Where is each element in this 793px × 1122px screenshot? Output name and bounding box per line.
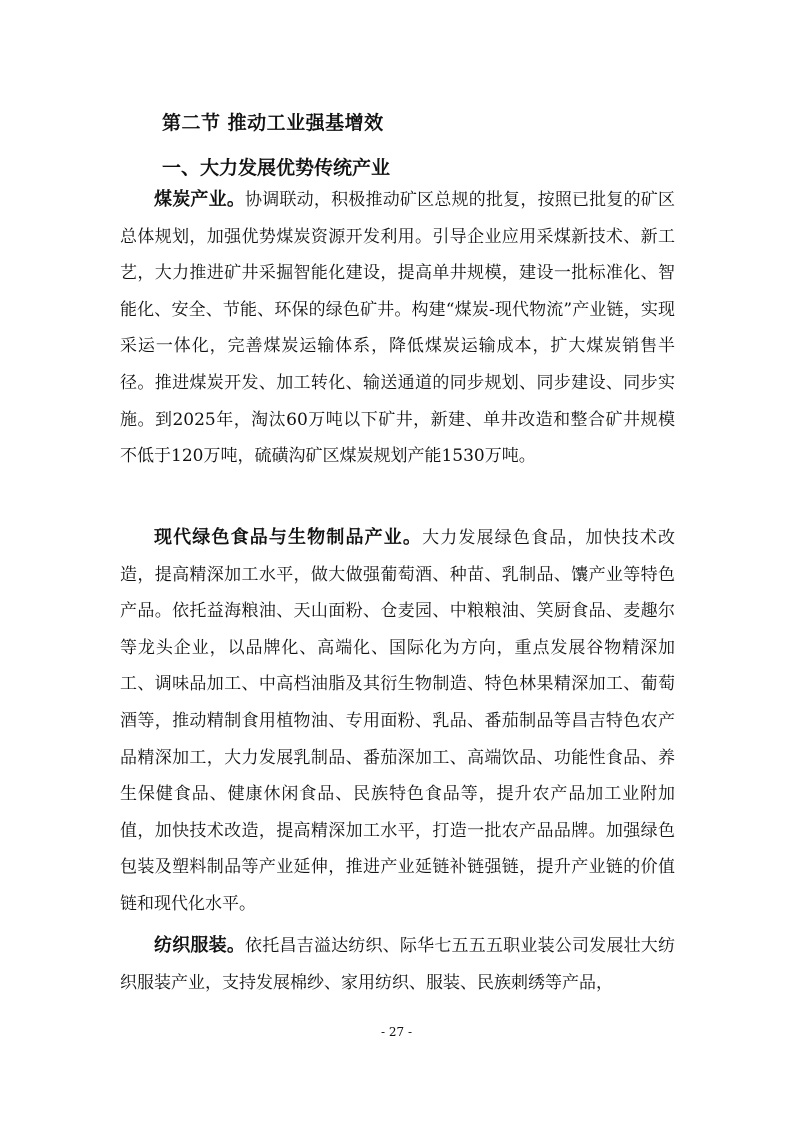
paragraph-text: 大力发展绿色食品，加快技术改造，提高精深加工水平，做大做强葡萄酒、种苗、乳制品、馕产业等特色产品。依托益海粮油、天山面粉、仓麦园、中粮粮油、笑厨食品、麦趣尔等龙头企业，以品牌化、高端化、国际化为方向，重点发展谷物精深加工、调味品加工、中高档油脂及其衍生物制造、特色林果精深加工、葡萄酒等，推动精制食用植物油、专用面粉、乳品、番茄制品等昌吉特色农产品精深加工，大力发展乳制品、番茄深加工、高端饮品、功能性食品、养生保健食品、健康休闲食品、民族特色食品等，提升农产品加工业附加值，加快技术改造，提高精深加工水平，打造一批农产品品牌。加强绿色包装及塑料制品等产业延伸，推进产业延链补链强链，提升产业链的价值链和现代化水平。: [120, 528, 676, 914]
page-number: - 27 -: [380, 1025, 412, 1039]
subsection-title: 一、大力发展优势传统产业: [162, 157, 391, 179]
paragraph-text: 依托昌吉溢达纺织、际华七五五五职业装公司发展壮大纺织服装产业，支持发展棉纱、家用纺织、服装、民族刺绣等产品，: [120, 936, 676, 993]
paragraph-lead: 纺织服装。: [154, 935, 246, 956]
paragraph-green-food-industry: [120, 520, 675, 923]
paragraph-coal-industry: [120, 182, 675, 475]
paragraph-text: 协调联动，积极推动矿区总规的批复，按照已批复的矿区总体规划，加强优势煤炭资源开发利用。引导企业应用采煤新技术、新工艺，大力推进矿井采掘智能化建设，提高单井规模，建设一批标准化、智能化、安全、节能、环保的绿色矿井。构建“煤炭-现代物流”产业链，实现采运一体化，完善煤炭运输体系，降低煤炭运输成本，扩大煤炭销售半径。推进煤炭开发、加工转化、输送通道的同步规划、同步建设、同步实施。到2025年，淘汰60万吨以下矿井，新建、单井改造和整合矿井规模不低于120万吨，硫磺沟矿区煤炭规划产能1530万吨。: [120, 190, 676, 467]
section-title: 第二节 推动工业强基增效: [162, 112, 384, 134]
paragraph-lead: 煤炭产业。: [154, 189, 246, 210]
paragraph-lead: 现代绿色食品与生物制品产业。: [154, 527, 423, 548]
paragraph-textile-apparel: [120, 928, 675, 1001]
